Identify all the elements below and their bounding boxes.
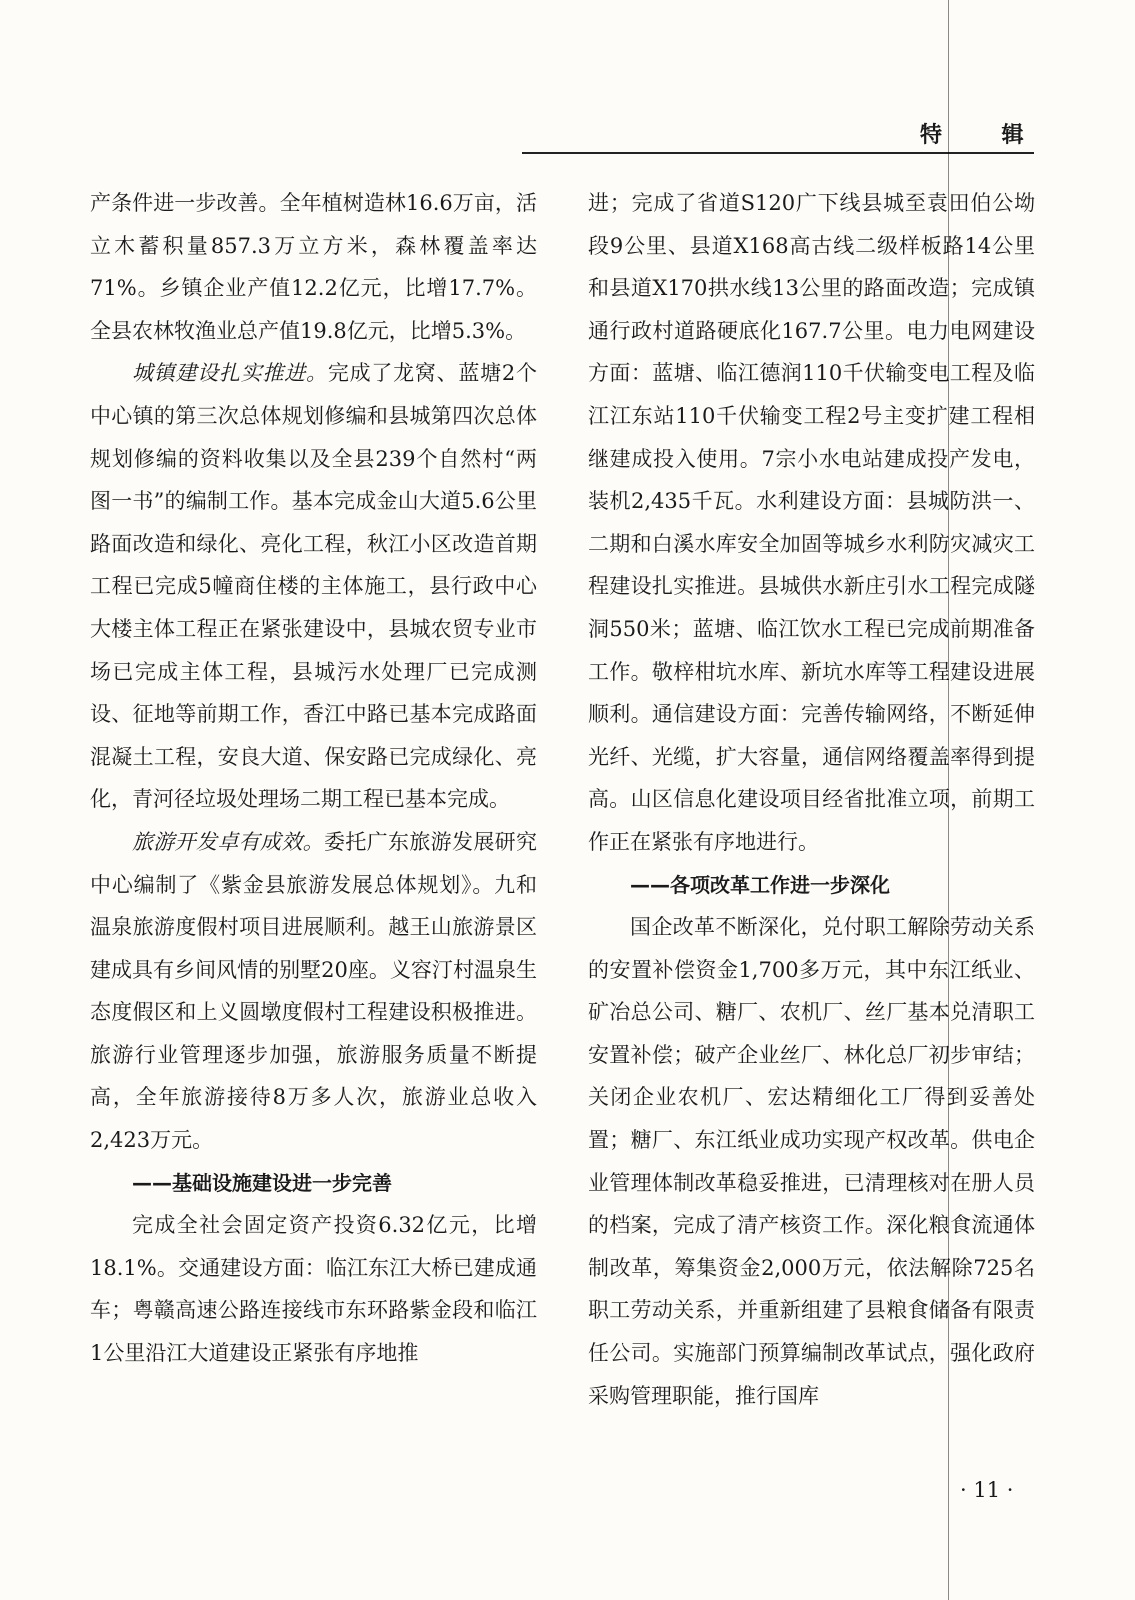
paragraph-infrastructure: 完成全社会固定资产投资6.32亿元，比增18.1%。交通建设方面：临江东江大桥已建成通车；粤赣高速公路连接线市东环路紫金段和临江1公里沿江大道建设正紧张有序地推 [90,1213,537,1366]
paragraph-reform: 国企改革不断深化，兑付职工解除劳动关系的安置补偿资金1,700多万元，其中东江纸业、矿冶总公司、糖厂、农机厂、丝厂基本兑清职工安置补偿；破产企业丝厂、林化总厂初步审结；关闭企业农机厂、宏达精细化工厂得到妥善处置；糖厂、东江纸业成功实现产权改革。供电企业管理体制改革稳妥推进，已清理核对在册人员的档案，完成了清产核资工作。深化粮食流通体制改革，筹集资金2,000万元，依法解除725名职工劳动关系，并重新组建了县粮食储备有限责任公司。实施部门预算编制改革试点，强化政府采购管理职能，推行国库 [588,915,1035,1408]
paragraph-infrastructure-continued: 进；完成了省道S120广下线县城至袁田伯公坳段9公里、县道X168高古线二级样板路14公里和县道X170拱水线13公里的路面改造；完成镇通行政村道路硬底化167.7公里。电力电网建设方面：蓝塘、临江德润110千伏输变电工程及临江江东站110千伏输变工程2号主变扩建工程相继建成投入使用。7宗小水电站建成投产发电，装机2,435千瓦。水利建设方面：县城防洪一、二期和白溪水库安全加固等城乡水利防灾减灾工程建设扎实推进。县城供水新庄引水工程完成隧洞550米；蓝塘、临江饮水工程已完成前期准备工作。敬梓柑坑水库、新坑水库等工程建设进展顺利。通信建设方面：完善传输网络，不断延伸光纤、光缆，扩大容量，通信网络覆盖率得到提高。山区信息化建设项目经省批准立项，前期工作正在紧张有序地进行。 [588,191,1035,854]
left-column [90,182,537,1375]
page-number: · 11 · [960,1478,1014,1502]
lead-tourism: 旅游开发卓有成效。 [132,829,324,854]
body-tourism: 委托广东旅游发展研究中心编制了《紫金县旅游发展总体规划》。九和温泉旅游度假村项目进展顺利。越王山旅游景区建成具有乡间风情的别墅20座。义容汀村温泉生态度假区和上义圆墩度假村工程建设积极推进。旅游行业管理逐步加强，旅游服务质量不断提高，全年旅游接待8万多人次，旅游业总收入2,423万元。 [90,829,537,1153]
paragraph-tourism [90,821,537,1162]
subhead-reform: ——各项改革工作进一步深化 [630,872,890,897]
scan-fold-line [948,0,949,1600]
paragraph-urban-construction [90,352,537,821]
right-column [588,182,1035,1417]
paragraph-agriculture: 产条件进一步改善。全年植树造林16.6万亩，活立木蓄积量857.3万立方米，森林覆盖率达71%。乡镇企业产值12.2亿元，比增17.7%。全县农林牧渔业总产值19.8亿元，比增5.3%。 [90,191,537,343]
body-urban-construction: 完成了龙窝、蓝塘2个中心镇的第三次总体规划修编和县城第四次总体规划修编的资料收集以及全县239个自然村“两图一书”的编制工作。基本完成金山大道5.6公里路面改造和绿化、亮化工程，秋江小区改造首期工程已完成5幢商住楼的主体施工，县行政中心大楼主体工程正在紧张建设中，县城农贸专业市场已完成主体工程，县城污水处理厂已完成测设、征地等前期工作，香江中路已基本完成路面混凝土工程，安良大道、保安路已完成绿化、亮化，青河径垃圾处理场二期工程已基本完成。 [90,361,537,812]
header-rule [522,152,1034,154]
subhead-infrastructure: ——基础设施建设进一步完善 [132,1170,392,1195]
section-title: 特 辑 [920,123,1050,148]
lead-urban-construction: 城镇建设扎实推进。 [132,361,328,386]
